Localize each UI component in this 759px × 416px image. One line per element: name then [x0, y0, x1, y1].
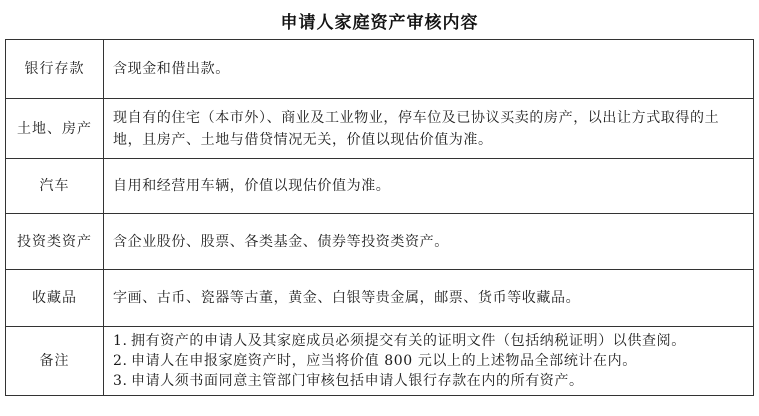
table-row-investment [6, 214, 754, 270]
note-item [113, 331, 747, 351]
row-content: 自用和经营用车辆，价值以现估价值为准。 [104, 159, 754, 214]
note-number: 3. [113, 373, 128, 389]
document-title: 申请人家庭资产审核内容 [280, 13, 479, 33]
table-row-vehicle [6, 159, 754, 214]
row-label: 投资类资产 [6, 214, 104, 270]
note-item [113, 351, 747, 371]
table-row-notes [6, 327, 754, 396]
note-number: 2. [113, 353, 128, 369]
note-text: 申请人在申报家庭资产时，应当将价值 800 元以上的上述物品全部统计在内。 [131, 353, 637, 369]
row-content: 含企业股份、股票、各类基金、债券等投资类资产。 [104, 214, 754, 270]
table-row-bank-deposit [6, 40, 754, 99]
row-label: 银行存款 [6, 40, 104, 99]
row-content: 字画、古币、瓷器等古董，黄金、白银等贵金属，邮票、货币等收藏品。 [104, 270, 754, 327]
note-number: 1. [113, 333, 128, 349]
note-item [113, 371, 747, 391]
row-content: 含现金和借出款。 [104, 40, 754, 99]
note-text: 拥有资产的申请人及其家庭成员必须提交有关的证明文件（包括纳税证明）以供查阅。 [131, 333, 686, 349]
row-label: 收藏品 [6, 270, 104, 327]
table-row-collectibles [6, 270, 754, 327]
notes-label: 备注 [6, 327, 104, 396]
row-label: 土地、房产 [6, 99, 104, 159]
row-label: 汽车 [6, 159, 104, 214]
notes-content [104, 327, 754, 396]
table-row-land-property [6, 99, 754, 159]
row-content: 现自有的住宅（本市外）、商业及工业物业，停车位及已协议买卖的房产，以出让方式取得的土地，且房产、土地与借贷情况无关，价值以现估价值为准。 [104, 99, 754, 159]
note-text: 申请人须书面同意主管部门审核包括申请人银行存款在内的所有资产。 [131, 373, 584, 389]
asset-review-table [5, 39, 754, 396]
